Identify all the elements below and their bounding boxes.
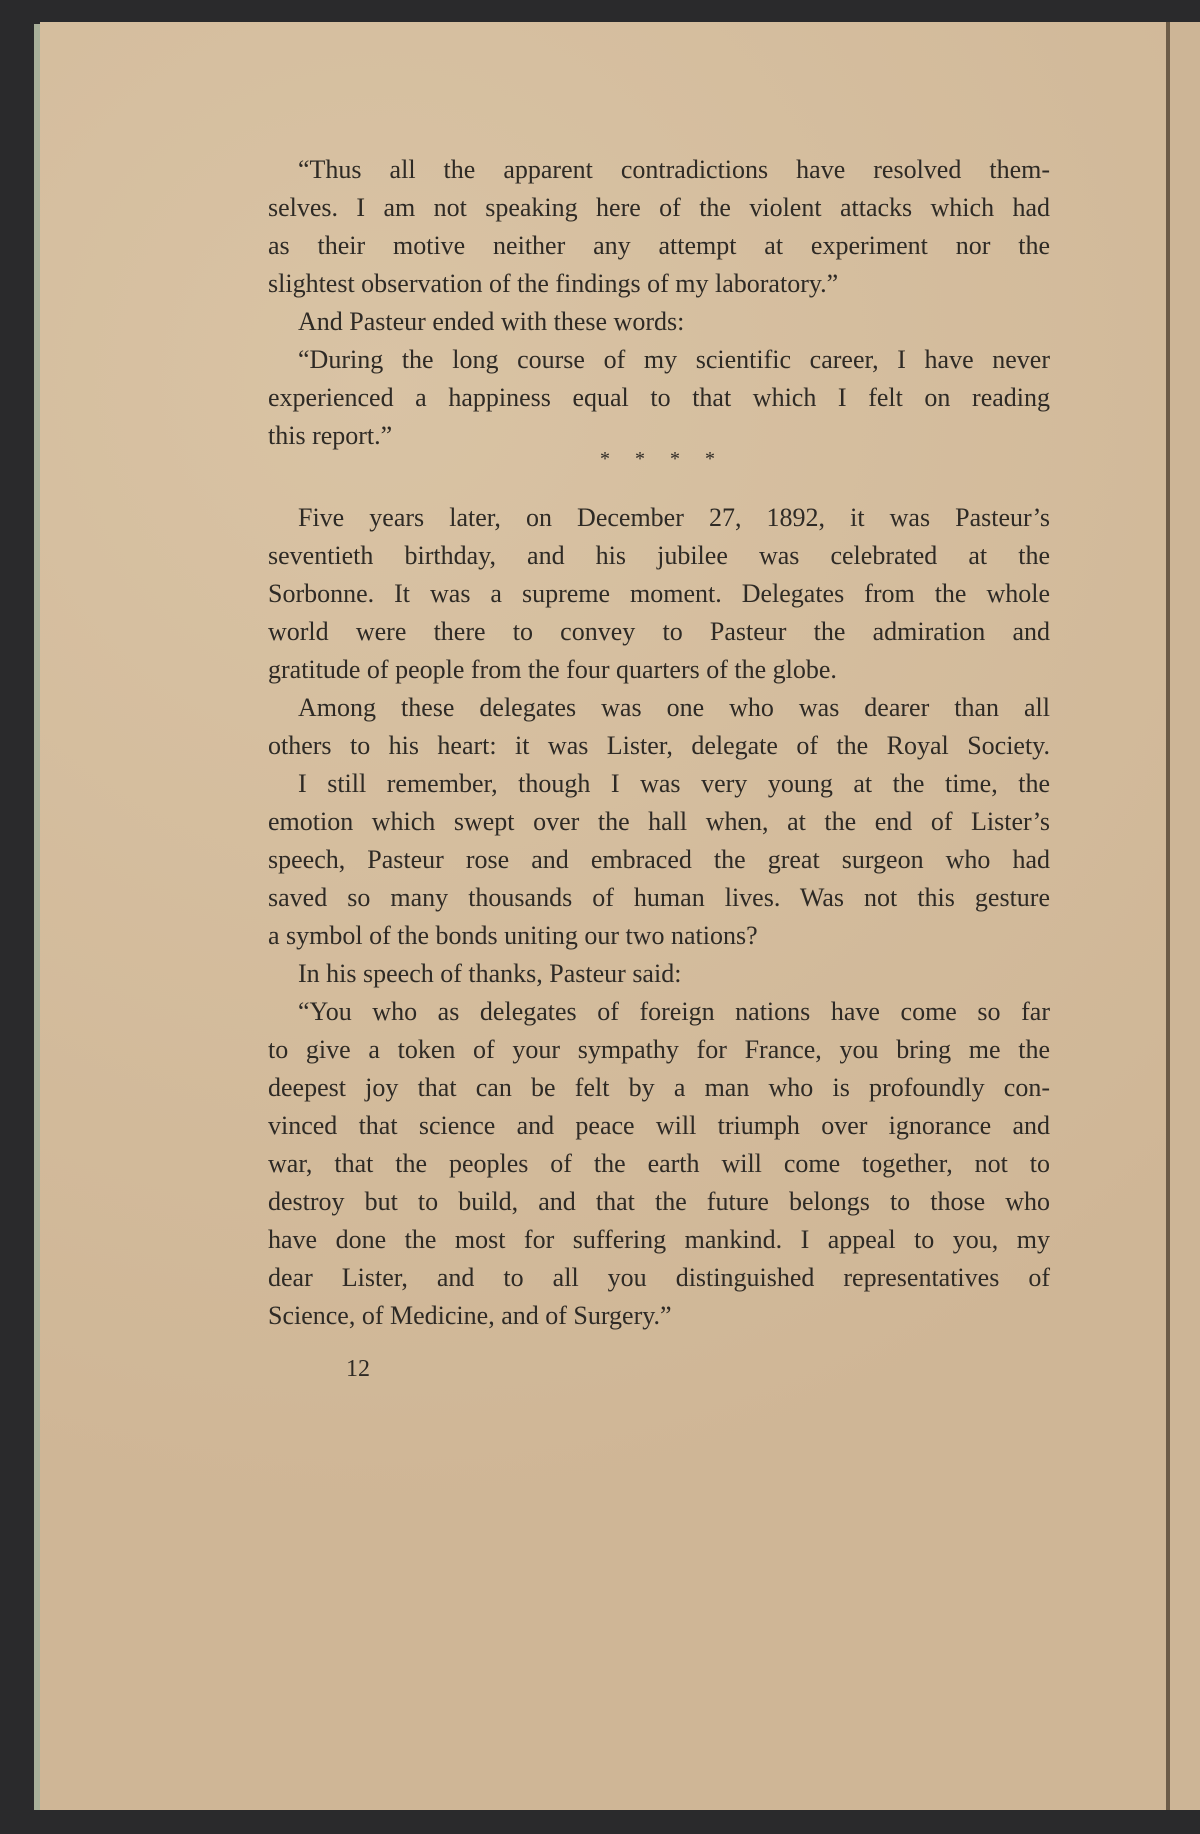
section-separator: * * * *: [600, 448, 725, 470]
text-line: And Pasteur ended with these words:: [298, 307, 685, 336]
text-line: Sorbonne. It was a supreme moment. Delegates from the whole: [268, 579, 1050, 608]
text-line: as their motive neither any attempt at experiment nor the: [268, 231, 1050, 260]
text-line: “During the long course of my scientific career, I have never: [298, 345, 1050, 374]
text-line: experienced a happiness equal to that which I felt on reading: [268, 383, 1050, 412]
text-line: seventieth birthday, and his jubilee was celebrated at the: [268, 541, 1050, 570]
text-line: this report.”: [268, 421, 393, 450]
text-line: deepest joy that can be felt by a man who is profoundly con-: [268, 1073, 1050, 1102]
page-number: 12: [346, 1356, 370, 1382]
text-line: vinced that science and peace will triumph over ignorance and: [268, 1111, 1050, 1140]
text-line: world were there to convey to Pasteur the admiration and: [268, 617, 1050, 646]
text-line: “Thus all the apparent contradictions have resolved them-: [298, 155, 1050, 184]
text-line: In his speech of thanks, Pasteur said:: [298, 959, 682, 988]
text-line: have done the most for suffering mankind. I appeal to you, my: [268, 1225, 1050, 1254]
text-line: Five years later, on December 27, 1892, it was Pasteur’s: [298, 503, 1050, 532]
text-line: a symbol of the bonds uniting our two nations?: [268, 921, 758, 950]
text-line: slightest observation of the findings of my laboratory.”: [268, 269, 839, 298]
text-line: others to his heart: it was Lister, delegate of the Royal Society.: [268, 731, 1050, 760]
text-line: Science, of Medicine, and of Surgery.”: [268, 1301, 672, 1330]
text-line: Among these delegates was one who was dearer than all: [298, 693, 1050, 722]
text-line: selves. I am not speaking here of the violent attacks which had: [268, 193, 1050, 222]
facing-page-edge: [1170, 22, 1200, 1810]
text-line: speech, Pasteur rose and embraced the great surgeon who had: [268, 845, 1050, 874]
text-line: war, that the peoples of the earth will come together, not to: [268, 1149, 1050, 1178]
text-line: saved so many thousands of human lives. Was not this gesture: [268, 883, 1050, 912]
text-line: gratitude of people from the four quarters of the globe.: [268, 655, 837, 684]
text-line: destroy but to build, and that the future belongs to those who: [268, 1187, 1050, 1216]
text-line: “You who as delegates of foreign nations have come so far: [298, 997, 1050, 1026]
text-line: dear Lister, and to all you distinguished representatives of: [268, 1263, 1050, 1292]
text-line: emotion which swept over the hall when, at the end of Lister’s: [268, 807, 1050, 836]
text-line: to give a token of your sympathy for France, you bring me the: [268, 1035, 1050, 1064]
text-line: I still remember, though I was very young at the time, the: [298, 769, 1050, 798]
